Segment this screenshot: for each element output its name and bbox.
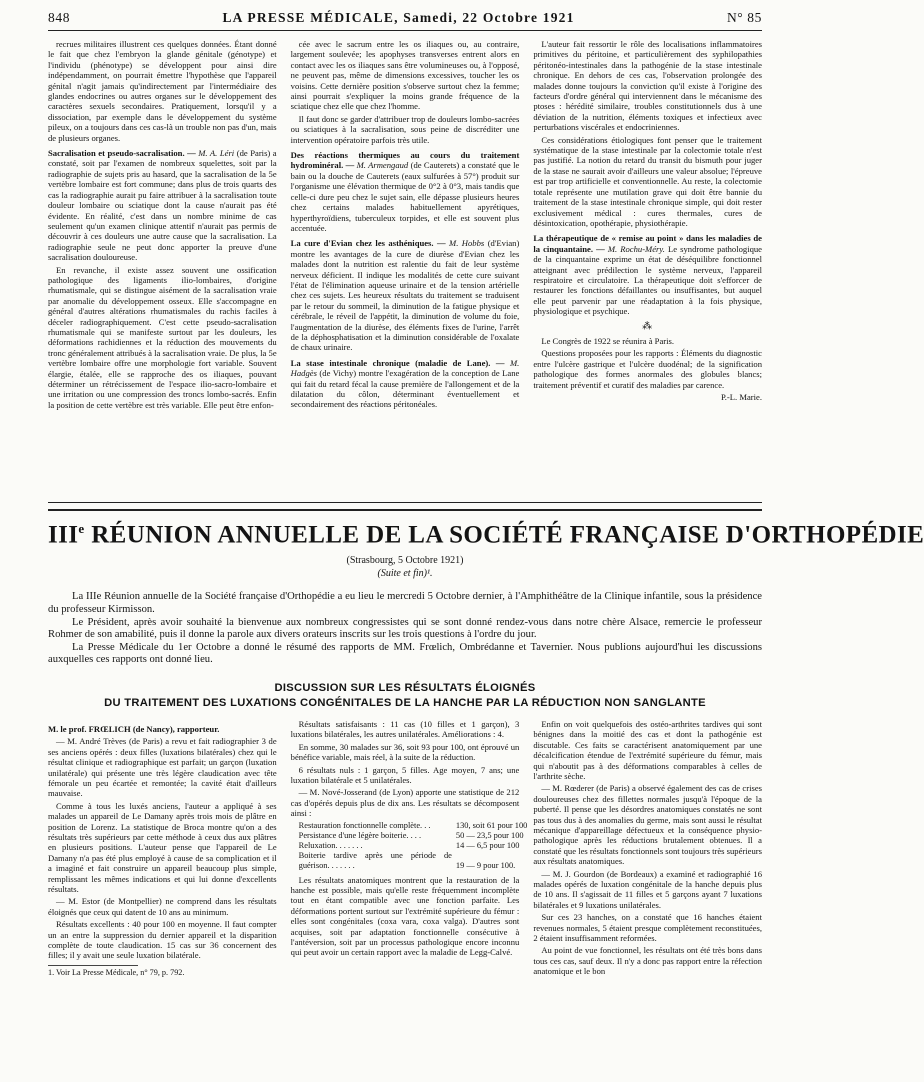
text-paragraph: Le Congrès de 1922 se réunira à Paris. — [541, 335, 675, 346]
article-heading: La thérapeutique de « remise au point » dans les maladies de la cinquantaine. — — [533, 233, 762, 254]
author-name: M. Rochu-Méry. — [607, 243, 665, 254]
result-value: 130, soit 61 pour 100 — [455, 820, 528, 830]
top-column-1 — [48, 39, 277, 496]
results-table — [299, 821, 528, 871]
text-paragraph: Les résultats anatomiques montrent que la restauration de la hanche est possible, mais qu'elle reste fréquemment incomplète tout en étant compatible avec une fonction parfaite. Les déformations portent surtout sur l'extrémité supérieure du fémur : elles sont congénitales (coxa vara, coxa valga). D'autres sont acquises, soit par adaptation fonctionnelle consécutive à l'antéversion, soit par un processus pathologique encore inconnu qui peut avoir un certain rapport avec la maladie de Legg-Calvé. — [290, 874, 520, 958]
bottom-column-1 — [48, 719, 277, 1059]
result-value: 50 — 23,5 pour 100 — [455, 830, 524, 840]
continuation-note: (Suite et fin)¹. — [377, 568, 433, 580]
author-name: M. A. Léri — [198, 148, 235, 159]
text-paragraph: recrues militaires illustrent ces quelques données. Étant donné le fait que chez l'embryon la glande génitale (génotype) et l'individu (phénotype) se développent pour ainsi dire indépendamment, on pourrait émettre l'hypothèse que l'appareil génital n'agit jamais qu'indirectement par l'intermédiaire des glandes endocrines ou autres organes sur le développement des caractères sexuels secondaires. Pratiquement, lorsqu'il y a dissociation, par exemple dans le développement du système pileux, on a toujours dans ces cas-là un trouble non pas d'un, mais de plusieurs organes. — [48, 39, 277, 143]
article-text: (de Paris) a constaté, soit par l'examen de nombreux squelettes, soit par la radiographie de sujets pris au hasard, que la sacralisation de la 5e vertèbre lombaire est fort commune; dans plus de trois quarts des cas la radiographie aurait pu faire attribuer à la sacralisation toute douleur lombaire ou sciatique dont la cause n'aurait pas été évidente. En réalité, c'est dans un nombre minime de cas seulement qu'un examen clinique attentif n'aurait pas permis de découvrir à ces douleurs une autre cause que la sacralisation. La radiographie seule ne peut donc apporter la preuve d'une sacralisation douloureuse. — [48, 148, 277, 263]
article-paragraph — [48, 148, 277, 262]
intro-paragraphs — [48, 591, 762, 667]
text-paragraph: Résultats excellents : 40 pour 100 en moyenne. Il faut compter un an entre la suppression du dernier appareil et la disparition complète de toute claudication. 15 cas sur 36 concernent des filles; il y avait une seule luxation bilatérale. — [48, 919, 277, 961]
asterism-ornament: ⁂ — [642, 320, 654, 332]
text-paragraph: Au point de vue fonctionnel, les résultats ont été très bons dans tous ces cas, sauf deux. Il n'y a donc pas rapport entre la réfection anatomique et le bon — [533, 945, 762, 977]
text-paragraph: L'auteur fait ressortir le rôle des localisations inflammatoires primitives du péritoine, et particulièrement des syphilopathies péritonéo-intestinales dans la pathogénie de la stase intestinale chronique. En dehors de ces cas, l'observation prolongée des malades donne toujours la conviction qu'il existe à l'origine des facteurs d'ordre général qui interviennent dans le mécanisme des ptoses : hérédité similaire, troubles constitutionnels dus à une déviation de la nutrition, éléments toxiques et infectieux avec perturbations viscérales et endocriniennes. — [533, 39, 762, 133]
bottom-columns — [48, 719, 762, 1059]
discussion-heading: DISCUSSION SUR LES RÉSULTATS ÉLOIGNÉS DU TRAITEMENT DES LUXATIONS CONGÉNITALES DE LA HANCHE PAR LA RÉDUCTION NON SANGLANTE — [104, 681, 706, 709]
issue-date: Samedi, 22 Octobre 1921 — [403, 10, 575, 25]
result-label: Boiterie tardive après une période de guérison. . . . . . . — [298, 850, 452, 870]
text-paragraph: cée avec le sacrum entre les os iliaques ou, au contraire, largement soulevée; les apophyses transverses entrent alors en contact avec les os iliaques sans être volumineuses ou, à l'opposé, ne peuvent pas, même de dimensions excessives, toucher les os voisins. Cette dernière position s'observe surtout chez la femme; ainsi pourrait s'expliquer la moins grande fréquence de la sciatique chez elle que chez l'homme. — [290, 39, 520, 112]
page-number: 848 — [48, 10, 71, 25]
speaker-name: M. le prof. FRŒLICH (de Nancy), rapporteur. — [48, 723, 220, 734]
footnote: 1. Voir La Presse Médicale, n° 79, p. 792. — [48, 965, 138, 978]
article-heading: La stase intestinale chronique (maladie de Lane). — — [290, 357, 511, 368]
section-divider — [48, 502, 762, 503]
text-paragraph: En revanche, il existe assez souvent une ossification pathologique des ligaments ilio-lombaires, d'origine rhumatismale, qui se distingue aisément de la sacralisation vraie par anomalie du développement osseux. Elle s'accompagne en général d'autres altérations rhumatismales du rachis faciles à déceler radiographiquement. C'est cette pseudo-sacralisation rhumatismale qui se manifeste surtout par les douleurs, les déformations rachidiennes et la réduction des mouvements du tronc généralement attribués à la sacralisation vraie. De plus, la 5e vertèbre lombaire offre une morphologie fort variable. Souvent élargie, étalée, elle se rapproche des os iliaques, pouvant déterminer un rétrécissement de l'espace ilio-sacro-lombaire et une irritation ou une compression des troncs lombo-sacrés. Enfin la position de cette vertèbre est très variable. Elle peut être enfon- — [48, 264, 277, 410]
article-paragraph — [533, 233, 762, 316]
journal-name: LA PRESSE MÉDICALE, — [222, 10, 399, 25]
article-heading: Des réactions thermiques au cours du traitement hydrominéral. — — [290, 150, 520, 171]
article-paragraph — [291, 150, 520, 233]
bottom-column-3 — [533, 719, 762, 1059]
author-name: M. Armengaud — [356, 160, 409, 171]
author-name: M. Hobbs — [449, 238, 485, 249]
article-paragraph — [291, 358, 520, 410]
section-title: IIIe RÉUNION ANNUELLE DE LA SOCIÉTÉ FRANÇAISE D'ORTHOPÉDIE — [48, 521, 924, 549]
results-row — [299, 851, 528, 871]
text-paragraph: Sur ces 23 hanches, on a constaté que 16 hanches étaient revenues normales, 5 étaient presque complètement reconstituées, 2 étaient insuffisamment reformées. — [533, 912, 762, 944]
journal-title-date — [222, 10, 574, 26]
results-row — [299, 831, 528, 841]
results-row — [299, 821, 528, 831]
intro-paragraph: La Presse Médicale du 1er Octobre a donné le résumé des rapports de MM. Frœlich, Ombrédanne et Tavernier. Nous publions aujourd'hui les discussions auxquelles ces rapports ont donné lieu. — [48, 641, 762, 666]
top-columns — [48, 39, 762, 496]
text-paragraph: — M. Rœderer (de Paris) a observé également des cas de crises douloureuses chez des fillettes normales jusqu'à l'époque de la puberté. Il pense que les désordres anatomiques constatés ne sont pas tous dus à des anomalies du germe, mais sont aussi le résultat mécanique d'appareillage défectueux et la conséquence physio-pathologique après les réductions brutalement obtenues. Il a constaté que les résultats fonctionnels sont toujours très supérieurs aux résultats anatomiques. — [533, 783, 762, 867]
article-heading: La cure d'Evian chez les asthéniques. — — [290, 238, 450, 249]
result-label: Persistance d'une légère boiterie. . . . — [298, 830, 422, 840]
intro-paragraph: Le Président, après avoir souhaité la bienvenue aux nombreux congressistes qui se sont donné rendez-vous dans notre chère Alsace, remercie le professeur Rohmer de son amabilité, puis il donne la parole aux divers orateurs inscrits sur les trois questions à l'ordre du jour. — [48, 616, 762, 641]
text-paragraph: Il faut donc se garder d'attribuer trop de douleurs lombo-sacrées ou sciatiques à la sacralisation, sous peine de discréditer une intervention opératoire parfois très utile. — [290, 113, 520, 145]
text-paragraph: En somme, 30 malades sur 36, soit 93 pour 100, ont éprouvé un bénéfice variable, mais réel, à la suite de la réduction. — [290, 741, 520, 763]
bottom-column-2 — [290, 718, 528, 1059]
running-header — [48, 10, 762, 31]
article-heading: Sacralisation et pseudo-sacralisation. — — [48, 148, 199, 159]
article-text: (de Cauterets) a constaté que le bain ou la douche de Cauterets (eaux sulfurées à 57°) produit sur l'organisme une élévation thermique de 0°2 à 0°3, mais tandis que celle-ci dure peu chez le sujet sain, elle dépasse plusieurs heures chez certains malades habituellement apyrétiques, hyperthyroïdiens, tuberculeux torpides, et elle est souvent plus accentuée. — [290, 160, 520, 233]
text-paragraph: Résultats satisfaisants : 11 cas (10 filles et 1 garçon), 3 luxations bilatérales, les autres unilatérales. Améliorations : 4. — [290, 718, 520, 740]
section-divider-thick — [48, 509, 762, 511]
meeting-place-date: (Strasbourg, 5 Octobre 1921) — [346, 555, 464, 567]
intro-paragraph: La IIIe Réunion annuelle de la Société française d'Orthopédie a eu lieu le mercredi 5 Octobre dernier, à l'Amphithéâtre de la Clinique infantile, sous la présidence du professeur Kirmisson. — [48, 591, 762, 615]
text-paragraph: Enfin on voit quelquefois des ostéo-arthrites tardives qui sont bénignes dans la moitié des cas et dont la pathogénie est discutable. Ces faits se caractérisent anatomiquement par une décalcification étendue de l'extrémité supérieure du fémur, mais qui n'aboutit pas à des déformations comparables à celles de l'arthrite sèche. — [533, 718, 762, 781]
top-column-2 — [291, 39, 520, 496]
author-name: M. Hadgès — [290, 357, 520, 379]
text-paragraph: Ces considérations étiologiques font penser que le traitement systématique de la stase intestinale par la colectomie totale n'est pas justifié. La notion du retard du transit du bismuth pour juger de la stase ne saurait avoir d'ailleurs une valeur absolue; l'épreuve est par trop artificielle et conventionnelle. Au reste, la colectomie totale représente une mutilation grave qui doit être bannie du traitement de la stase intestinale chronique simple, qui doit rester exclusivement médical : cures thermales, cures de désintoxication, opothérapie, physiothérapie. — [533, 134, 762, 228]
text-paragraph: — M. Nové-Josserand (de Lyon) apporte une statistique de 212 cas d'opérés depuis plus de dix ans. Les résultats se décomposent ainsi : — [290, 787, 520, 819]
article-text: (de Vichy) montre l'exagération de la conception de Lane qui fait du retard fécal la cause première de l'allongement et de la dilatation du côlon, déterminant éventuellement et secondairement des réactions péritonéales. — [290, 368, 520, 410]
speaker-heading — [48, 724, 277, 734]
result-value: 14 — 6,5 pour 100 — [455, 840, 520, 850]
text-paragraph: — M. Estor (de Montpellier) ne comprend dans les résultats éloignés que ceux qui datent de 10 ans au minimum. — [48, 896, 277, 917]
result-value: 19 — 9 pour 100. — [455, 860, 516, 870]
text-paragraph: 6 résultats nuls : 1 garçon, 5 filles. Age moyen, 7 ans; une luxation bilatérale et 5 unilatérales. — [290, 764, 520, 785]
top-column-3 — [533, 39, 762, 496]
article-text: (d'Evian) montre les avantages de la cure de diurèse d'Evian chez les malades dont la nutrition est ralentie du fait de leur système nerveux déficient. Il indique les modalités de cette cure suivant l'état de l'élimination aqueuse urinaire et de la tension artérielle chez ces sujets. Les heureux résultats du traitement se traduisent par le retour du sommeil, la diminution de la fatigue physique et cérébrale, le réveil de l'appétit, la diminution de volume du foie, l'augmentation de la diurèse, des éléments fixes de l'urine, l'arrêt de la déphosphatisation et la diminution considérable de l'oxalate de chaux urinaire. — [290, 238, 520, 353]
text-paragraph: Comme à tous les luxés anciens, l'auteur a appliqué à ses malades un appareil de Le Damany après trois mois de plâtre en position de Lorenz. La statistique de Broca montre qu'on a des résultats très supérieurs par cette méthode à ceux dus aux plâtres en plusieurs positions. L'auteur pense que l'appareil de Le Damany n'a pas été plus employé à cause de sa complication et il a imaginé et fait construire un appareil beaucoup plus simple, remplissant les mêmes indications et qui lui donne d'excellents résultats. — [48, 800, 277, 894]
article-paragraph — [291, 238, 520, 352]
article-text: Le syndrome pathologique de la cinquantaine exprime un état de déséquilibre fonctionnel atteignant avec prédilection le système nerveux, l'appareil respiratoire et circulatoire. La thérapeutique doit s'efforcer de restaurer les fonctions défaillantes ou insuffisantes, but auquel elle peut parvenir par une réadaptation à la fois physique, physiologique et psychique. — [533, 243, 762, 317]
results-row — [299, 841, 528, 851]
result-label: Reluxation. . . . . . . — [298, 840, 363, 850]
text-paragraph: Questions proposées pour les rapports : Éléments du diagnostic entre l'ulcère gastrique et l'ulcère duodénal; de la signification pathologique des formes anormales des globules blancs; traitement préventif et curatif des maladies par carence. — [533, 348, 762, 390]
author-signature: P.-L. Marie. — [720, 392, 762, 402]
text-paragraph: — M. André Trèves (de Paris) a revu et fait radiographier 3 de ses anciens opérés : deux filles (luxations bilatérales) chez qui le résultat clinique et radiographique est parfait; un garçon (luxation unilatérale) qui présente une très légère claudication avec tête fémorale un peu écartée et remontée; la cavité était d'ailleurs mauvaise. — [48, 736, 277, 799]
text-paragraph: — M. J. Gourdon (de Bordeaux) a examiné et radiographié 16 malades opérés de luxation congénitale de la hanche depuis plus de 10 ans. Il s'agissait de 11 filles et 5 garçons ayant 7 luxations bilatérales et 9 luxations unilatérales. — [533, 868, 762, 910]
result-label: Restauration fonctionnelle complète. . . — [298, 820, 431, 830]
issue-number: N° 85 — [726, 10, 762, 25]
